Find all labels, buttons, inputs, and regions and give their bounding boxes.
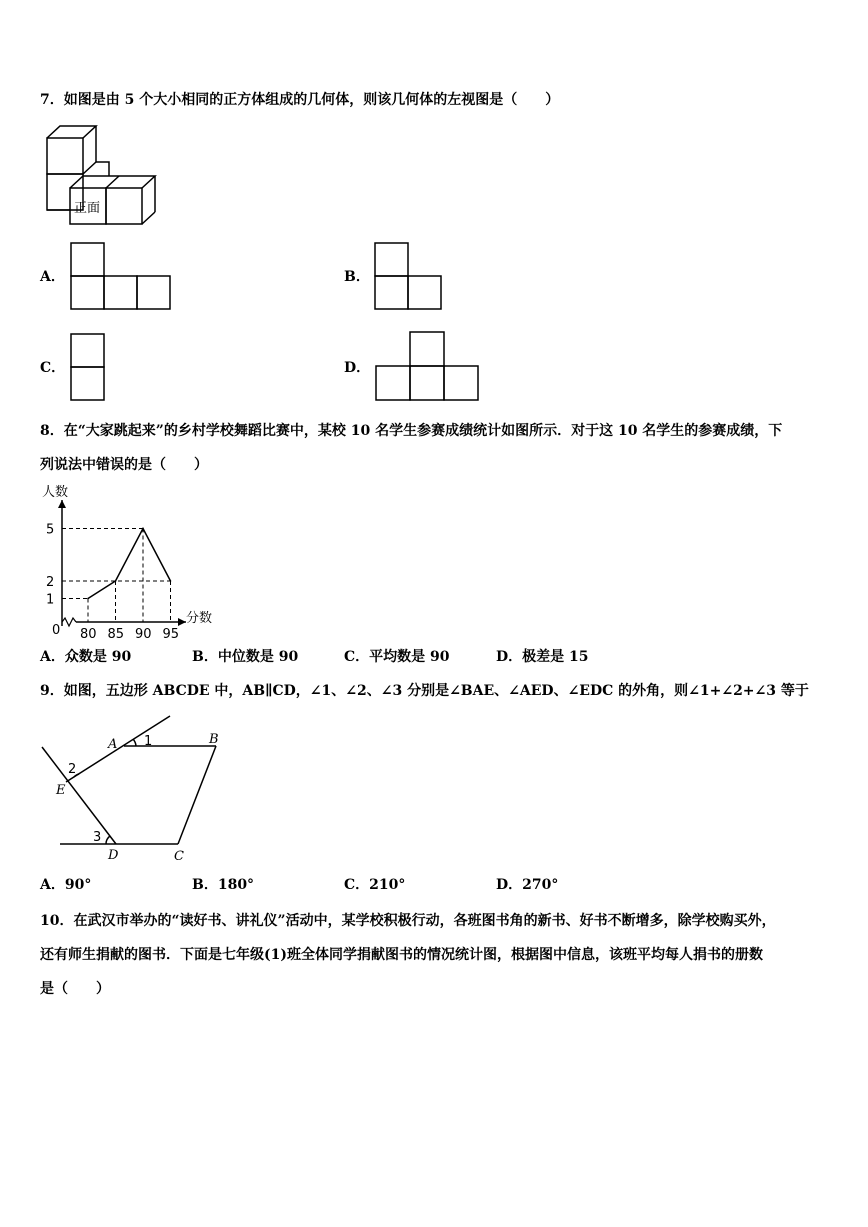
q9-label-d: D	[108, 848, 119, 863]
q9-angle-1: 1	[144, 734, 153, 749]
y-axis-arrow	[58, 500, 66, 508]
question-10-stem-line3: 是（ ）	[40, 981, 110, 997]
q7-option-a-figure	[70, 242, 174, 312]
question-9-stem: 9．如图，五边形 ABCDE 中，AB∥CD，∠1、∠2、∠3 分别是∠BAE、∠AED、∠EDC 的外角，则∠1+∠2+∠3 等于	[40, 683, 809, 699]
x-tick-label-80: 80	[80, 627, 97, 642]
q9-option-b: B．180°	[192, 877, 255, 893]
question-8-stem-line2: 列说法中错误的是（ ）	[40, 457, 208, 473]
q9-angle-3: 3	[93, 830, 102, 845]
x-axis-arrow	[178, 618, 186, 626]
q9-option-a: A．90°	[40, 877, 92, 893]
q7-solid-figure	[40, 120, 170, 230]
question-10-stem-line1: 10．在武汉市举办的“读好书、讲礼仪”活动中，某学校积极行动，各班图书角的新书、好书不断增多，除学校购买外，	[40, 913, 776, 929]
y-tick-label-1: 1	[46, 592, 55, 608]
q9-option-d: D．270°	[496, 877, 559, 893]
q7-option-c-label: C．	[40, 360, 66, 376]
series-line	[88, 529, 171, 599]
q8-option-a: A．众数是 90	[40, 649, 132, 665]
y-tick-label-2: 2	[46, 575, 55, 590]
x-tick-label-90: 90	[135, 627, 152, 642]
q8-option-b: B．中位数是 90	[192, 649, 299, 665]
q8-option-d: D．极差是 15	[496, 649, 589, 665]
question-8-stem-line1: 8．在“大家跳起来”的乡村学校舞蹈比赛中，某校 10 名学生参赛成绩统计如图所示．对于这 10 名学生的参赛成绩，下	[40, 423, 783, 439]
axis-break	[62, 618, 76, 626]
question-7-stem: 7．如图是由 5 个大小相同的正方体组成的几何体，则该几何体的左视图是（ ）	[40, 92, 560, 108]
y-tick-label-5: 5	[46, 522, 55, 538]
question-10-stem-line2: 还有师生捐献的图书．下面是七年级(1)班全体同学捐献图书的情况统计图，根据图中信息，该班平均每人捐书的册数	[40, 947, 763, 963]
chart-y-axis-label: 人数	[42, 485, 69, 500]
q7-option-b-label: B．	[344, 269, 370, 285]
data-point-90	[142, 528, 144, 530]
q7-option-b-figure	[374, 242, 444, 312]
chart-x-axis-label: 分数	[186, 611, 213, 626]
q7-option-d-label: D．	[344, 360, 371, 376]
q7-option-c-figure	[70, 333, 108, 403]
q9-pentagon-figure	[36, 712, 246, 864]
q9-option-c: C．210°	[344, 877, 406, 893]
q7-option-d-figure	[374, 331, 482, 403]
front-label: 正面	[74, 201, 101, 216]
q7-option-a-label: A．	[40, 269, 65, 285]
q9-label-a: A	[108, 737, 118, 752]
q9-label-c: C	[174, 849, 184, 864]
x-tick-label-95: 95	[162, 627, 180, 642]
q8-option-c: C．平均数是 90	[344, 649, 450, 665]
q9-label-e: E	[56, 783, 66, 798]
x-tick-label-85: 85	[107, 627, 125, 642]
chart-origin-label: 0	[52, 623, 61, 638]
data-point-80	[87, 598, 89, 600]
q9-angle-2: 2	[68, 762, 77, 777]
data-point-85	[115, 580, 117, 582]
q9-label-b: B	[209, 732, 219, 747]
data-point-95	[170, 580, 172, 582]
q8-line-chart	[36, 480, 226, 642]
